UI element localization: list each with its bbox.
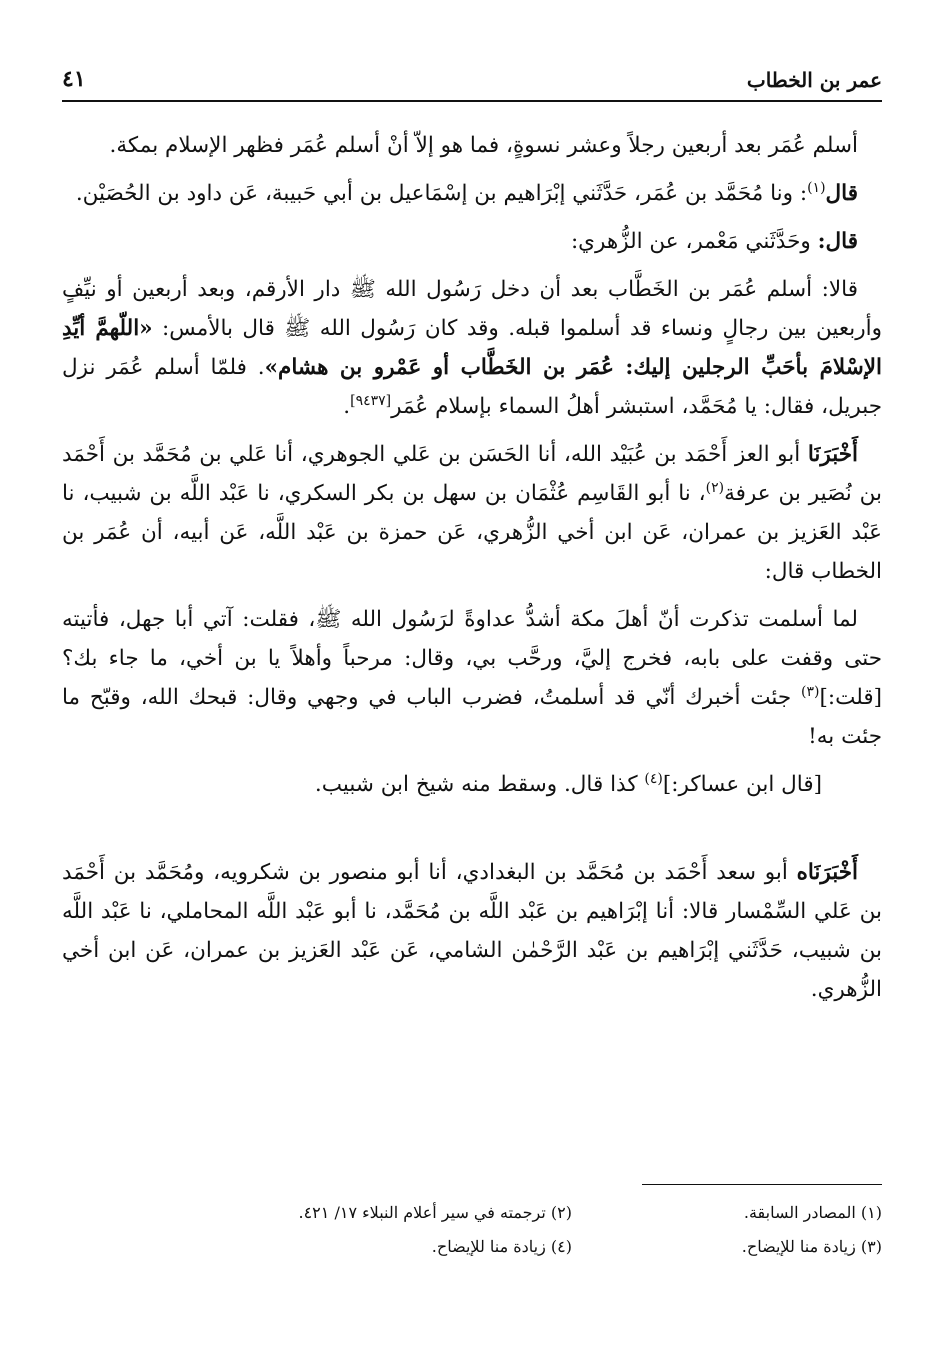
footnote-divider xyxy=(642,1184,882,1185)
page-header xyxy=(62,64,882,102)
footnote-row xyxy=(120,1230,882,1264)
paragraph-text-continued: جئت أخبرك أنّي قد أسلمتُ، فضرب الباب في وجهي وقال: قبحك الله، وقبّح ما جئت به! xyxy=(62,685,882,749)
paragraph-6 xyxy=(62,600,882,756)
paragraph-7 xyxy=(62,765,882,804)
paragraph-1 xyxy=(62,126,882,165)
paragraph-text: أسلم عُمَر بعد أربعين رجلاً وعشر نسوةٍ، فما هو إلاّ أنْ أسلم عُمَر فظهر الإسلام بمكة. xyxy=(109,133,858,158)
footnote-ref: (١) xyxy=(807,179,826,196)
paragraph-text-continued: كذا قال. وسقط منه شيخ ابن شبيب. xyxy=(314,772,645,797)
paragraph-text: : ونا مُحَمَّد بن عُمَر، حَدَّثَني إبْرَاهيم بن إسْمَاعيل بن أبي حَبيبة، عَن داود بن الحُصَيْن. xyxy=(75,181,808,206)
footnote-ref: (٢) xyxy=(705,479,725,496)
paragraph-5 xyxy=(62,435,882,591)
paragraph-2 xyxy=(62,174,882,213)
paragraph-text: أبو العز أَحْمَد بن عُبَيْد الله، أنا الحَسَن بن عَلي الجوهري، أنا عَلي بن مُحَمَّد بن أَحْمَد بن نُصَير بن عرفة xyxy=(62,442,882,506)
paragraph-text-tail: . فلمّا أسلم عُمَر نزل جبريل، فقال: يا مُحَمَّد، استبشر أهلُ السماء بإسلام عُمَر xyxy=(62,355,882,419)
lead-word: أَخْبَرَنَاه xyxy=(796,860,858,885)
section-gap xyxy=(62,813,882,853)
paragraph-text: قالا: أسلم عُمَر بن الخَطَّاب بعد أن دخل رَسُول الله ﷺ دار الأرقم، وبعد أربعين أو نيِّفٍ وأربعين بين رجالٍ ونساء قد أسلموا قبله. وقد كان رَسُول الله ﷺ قال بالأمس: xyxy=(62,277,882,341)
running-title: عمر بن الخطاب xyxy=(746,68,882,92)
footnotes xyxy=(120,1196,882,1264)
footnote-3: (٣) زيادة منا للإيضاح. xyxy=(741,1237,882,1256)
paragraph-text-continued: ، نا أبو القَاسِم عُثْمَان بن سهل بن بكر السكري، نا عَبْد اللَّه بن شبيب، نا عَبْد العَزيز بن عمران، عَن ابن أخي الزُّهري، عَن حمزة بن عَبْد اللَّه، عَن أبيه، أن عُمَر بن الخطاب قال: xyxy=(62,481,882,584)
prophet-supplication-quote: «اللّهمَّ أيِّدِ الإسْلامَ بأحَبِّ الرجلين إليك: عُمَر بن الخَطَّاب أو عَمْرو بن هشام» xyxy=(62,316,882,380)
footnote-ref: (٣) xyxy=(801,683,820,700)
paragraph-text: وحَدَّثَني مَعْمر، عن الزُّهري: xyxy=(570,229,818,254)
paragraph-text: [قال ابن عساكر:] xyxy=(662,772,822,797)
lead-word: قال: xyxy=(817,229,858,254)
lead-word: أَخْبَرَنَا xyxy=(807,442,858,467)
footnote-ref: (٤) xyxy=(644,770,663,787)
footnote-4: (٤) زيادة منا للإيضاح. xyxy=(431,1237,572,1256)
hadith-number: [٩٤٣٧] xyxy=(350,392,392,409)
lead-word: قال xyxy=(825,181,858,206)
paragraph-4 xyxy=(62,270,882,426)
paragraph-text: لما أسلمت تذكرت أنّ أهلَ مكة أشدُّ عداوةً لرَسُول الله ﷺ، فقلت: آتي أبا جهل، فأتيته حتى وقفت على بابه، فخرج إليَّ، ورحَّب بي، وقال: مرحباً وأهلاً يا بن أخي، ما جاء بك؟ [قلت:] xyxy=(62,607,882,710)
paragraph-3 xyxy=(62,222,882,261)
footnote-2: (٢) ترجمته في سير أعلام النبلاء ١٧/ ٤٢١. xyxy=(298,1203,572,1222)
paragraph-text: أبو سعد أَحْمَد بن مُحَمَّد بن البغدادي، أنا أبو منصور بن شكرويه، ومُحَمَّد بن أَحْمَد بن عَلي السِّمْسار قالا: أنا إبْرَاهيم بن عَبْد اللَّه بن مُحَمَّد، نا أبو عَبْد اللَّه المحاملي، نا عَبْد اللَّه بن شبيب، حَدَّثَني إبْرَاهيم بن عَبْد الرَّحْمٰن الشامي، عَن عَبْد العَزيز بن عمران، عَن ابن أخي الزُّهري. xyxy=(62,860,882,1002)
page-number: ٤١ xyxy=(62,66,86,92)
paragraph-8 xyxy=(62,853,882,1009)
main-text xyxy=(62,126,882,1018)
paragraph-end: . xyxy=(343,394,351,419)
footnote-1: (١) المصادر السابقة. xyxy=(743,1203,882,1222)
footnote-row xyxy=(120,1196,882,1230)
